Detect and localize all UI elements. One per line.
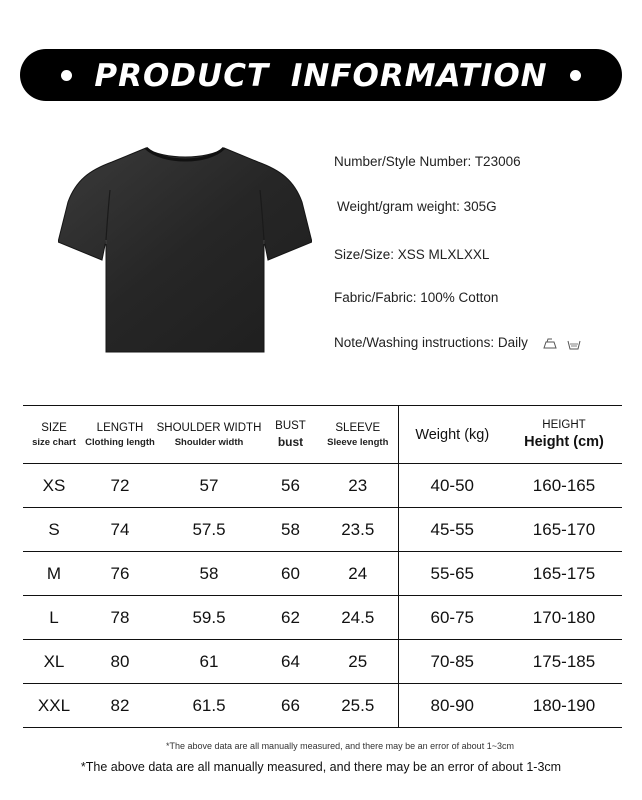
cell-sleeve: 25 [348,651,368,671]
cell-length: 74 [110,519,130,539]
table-row [23,640,622,684]
cell-height: 165-175 [532,563,596,583]
table-header-row [23,406,622,464]
cell-height: 180-190 [532,695,596,715]
table-row [23,464,622,508]
cell-sleeve: 23.5 [341,519,375,539]
cell-size: XL [43,651,65,671]
cell-bust: 58 [281,519,300,539]
banner-title: PRODUCT INFORMATION [94,58,548,94]
measurement-note-small: *The above data are all manually measured, and there may be an error of about 1~3cm [166,741,514,751]
spec-weight: Weight/gram weight : 305G [337,199,497,214]
cell-size: L [49,607,59,627]
cell-size: XS [42,475,66,495]
cell-bust: 64 [281,651,300,671]
bullet-dot-right [570,70,581,81]
spec-size: Size/Size : XSS MLXLXXL [334,247,489,262]
header-bust: BUST bust [275,420,306,449]
cell-weight: 70-85 [398,640,506,684]
cell-weight: 45-55 [398,508,506,552]
header-weight: Weight (kg) [398,406,506,464]
cell-length: 80 [110,651,130,671]
cell-height: 175-185 [532,651,596,671]
cell-bust: 56 [281,475,300,495]
cell-size: M [46,563,62,583]
header-shoulder-width: SHOULDER WIDTH Shoulder width [156,421,262,448]
hand-wash-icon [567,338,581,350]
cell-shoulder: 57.5 [192,519,226,539]
cell-bust: 66 [281,695,300,715]
cell-shoulder: 57 [199,475,219,495]
header-sleeve: SLEEVE Sleeve length [327,421,389,448]
spec-washing: Note/Washing instructions : Daily [334,335,587,351]
spec-fabric: Fabric/Fabric : 100% Cotton [334,290,498,305]
header-height: HEIGHT Height (cm) [524,419,604,450]
iron-icon [542,338,558,350]
cell-bust: 60 [281,563,300,583]
cell-sleeve: 24 [348,563,368,583]
cell-weight: 80-90 [398,684,506,728]
cell-bust: 62 [281,607,300,627]
measurement-note-large: *The above data are all manually measured, and there may be an error of about 1-3cm [80,760,562,774]
table-row [23,684,622,728]
cell-shoulder: 61.5 [192,695,226,715]
table-row [23,508,622,552]
cell-length: 72 [110,475,130,495]
cell-length: 76 [110,563,130,583]
cell-size: XXL [37,695,71,715]
cell-height: 170-180 [532,607,596,627]
cell-sleeve: 25.5 [341,695,375,715]
cell-height: 160-165 [532,475,596,495]
header-size: SIZE size chart [32,421,76,448]
cell-weight: 60-75 [398,596,506,640]
cell-shoulder: 61 [199,651,219,671]
cell-sleeve: 24.5 [341,607,375,627]
size-chart-table [23,405,622,728]
cell-shoulder: 59.5 [192,607,226,627]
table-row [23,552,622,596]
cell-sleeve: 23 [348,475,368,495]
cell-size: S [48,519,60,539]
cell-weight: 55-65 [398,552,506,596]
washing-icons [542,336,588,351]
header-length: LENGTH Clothing length [85,421,155,448]
cell-length: 78 [110,607,130,627]
table-row [23,596,622,640]
cell-weight: 40-50 [398,464,506,508]
cell-height: 165-170 [532,519,596,539]
cell-shoulder: 58 [199,563,219,583]
spec-style-number: Number/Style Number : T23006 [334,154,521,169]
tshirt-product-image [58,140,312,356]
product-info-banner [20,49,622,101]
cell-length: 82 [110,695,130,715]
